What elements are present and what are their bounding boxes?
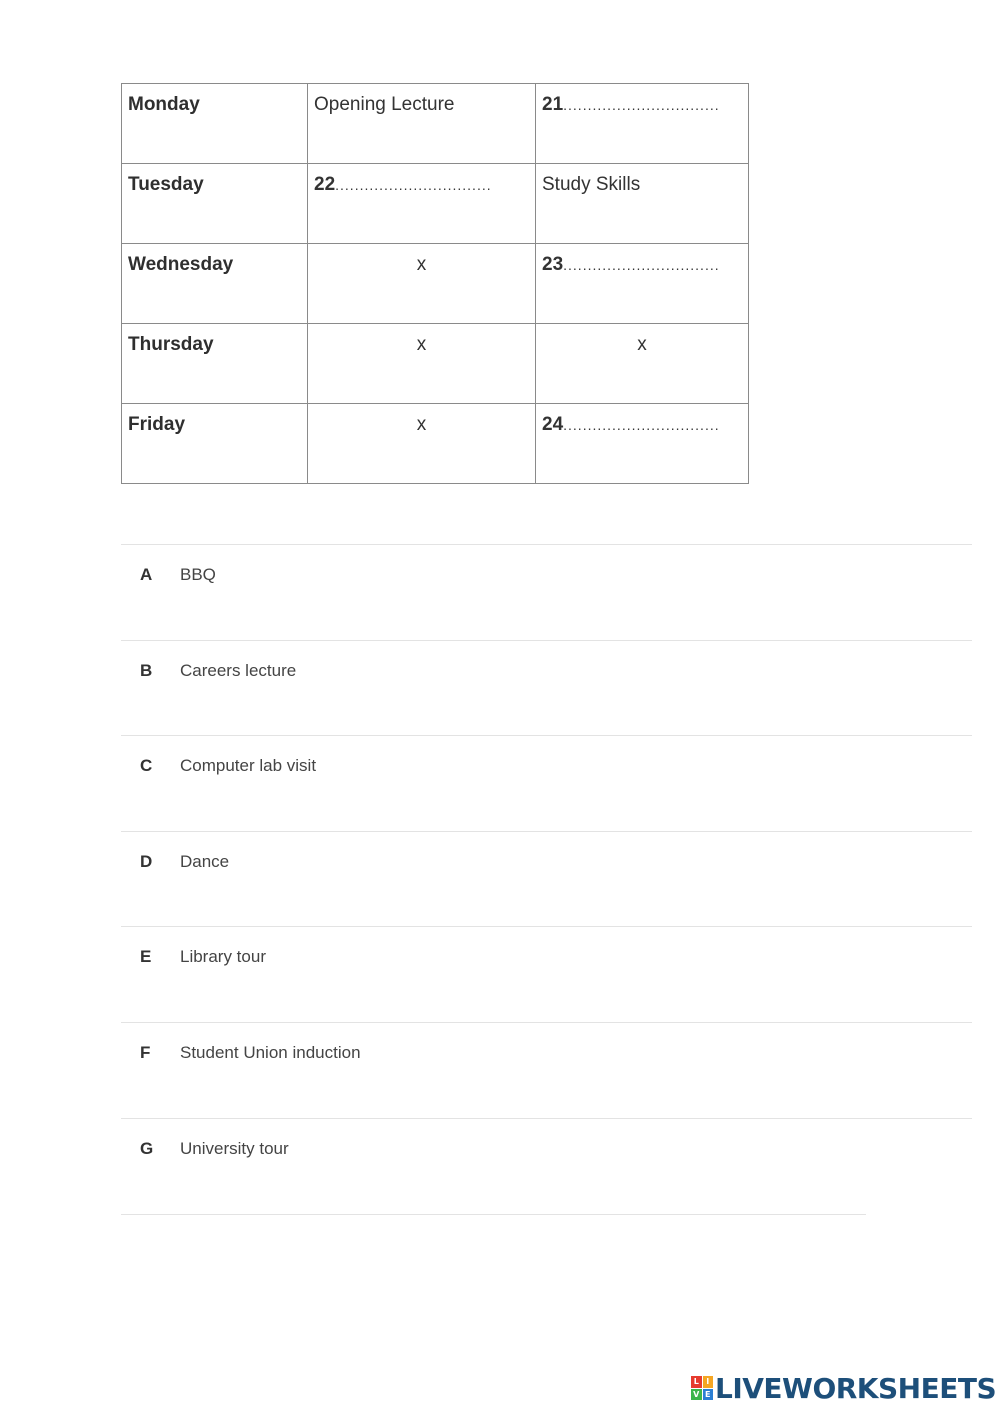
empty-slot-mark: x — [416, 254, 427, 275]
question-number: 21 — [542, 94, 564, 115]
day-label: Thursday — [128, 334, 214, 355]
day-label: Friday — [128, 414, 186, 435]
answer-blank-cell[interactable] — [536, 244, 749, 324]
answer-blank-cell[interactable] — [536, 404, 749, 484]
option-letter: G — [140, 1138, 154, 1158]
schedule-body — [122, 84, 749, 484]
option-letter: D — [140, 851, 153, 871]
option-letter: C — [140, 756, 153, 776]
logo-mark-tile: I — [703, 1376, 714, 1388]
answer-blank-cell[interactable] — [308, 164, 536, 244]
option-text: BBQ — [180, 565, 216, 584]
question-number: 23 — [542, 254, 564, 275]
day-label: Wednesday — [128, 254, 234, 275]
question-number: 24 — [542, 414, 564, 435]
option-item — [121, 735, 972, 831]
option-letter: A — [140, 565, 153, 584]
option-text: Dance — [180, 851, 230, 871]
activity-label: Opening Lecture — [314, 94, 455, 115]
empty-slot-cell — [308, 404, 536, 484]
option-letter: B — [140, 660, 153, 680]
answer-blank-group — [314, 164, 492, 196]
logo-mark-tile: L — [691, 1376, 702, 1388]
day-label: Monday — [128, 94, 200, 115]
schedule-row — [122, 164, 749, 244]
day-cell — [122, 324, 308, 404]
logo-mark-icon — [691, 1376, 713, 1400]
answer-blank[interactable]: ................................ — [563, 417, 720, 433]
answer-blank-group — [542, 404, 720, 436]
option-letter: F — [140, 1042, 151, 1062]
empty-slot-cell — [536, 324, 749, 404]
option-item — [121, 831, 972, 927]
option-text: Careers lecture — [180, 660, 297, 680]
divider — [121, 1214, 866, 1215]
schedule-table — [121, 83, 749, 484]
option-text: Student Union induction — [180, 1042, 361, 1062]
logo-mark-tile: V — [691, 1389, 702, 1401]
option-letter: E — [140, 947, 152, 967]
logo-text: LIVEWORKSHEETS — [715, 1371, 997, 1405]
option-text: University tour — [180, 1138, 289, 1158]
empty-slot-mark: x — [637, 334, 647, 355]
options-list — [121, 544, 972, 1213]
answer-blank-cell[interactable] — [536, 84, 749, 164]
option-text: Library tour — [180, 947, 266, 967]
answer-blank[interactable]: ................................ — [563, 257, 720, 273]
empty-slot-cell — [308, 244, 536, 324]
answer-blank-group — [542, 244, 720, 276]
activity-label: Study Skills — [542, 174, 641, 195]
day-cell — [122, 164, 308, 244]
activity-cell — [308, 84, 536, 164]
answer-blank[interactable]: ................................ — [335, 177, 492, 193]
day-cell — [122, 404, 308, 484]
day-cell — [122, 244, 308, 324]
answer-blank[interactable]: ................................ — [563, 97, 720, 113]
schedule-row — [122, 324, 749, 404]
empty-slot-mark: x — [416, 414, 427, 435]
option-item — [121, 1022, 972, 1118]
empty-slot-mark: x — [416, 334, 427, 355]
schedule-row — [122, 84, 749, 164]
option-item — [121, 926, 972, 1022]
empty-slot-cell — [308, 324, 536, 404]
option-item — [121, 544, 972, 640]
liveworksheets-logo — [691, 1372, 996, 1404]
activity-cell — [536, 164, 749, 244]
day-label: Tuesday — [128, 174, 204, 195]
question-number: 22 — [314, 174, 336, 195]
option-text: Computer lab visit — [180, 756, 317, 776]
option-item — [121, 640, 972, 736]
answer-blank-group — [542, 84, 720, 116]
schedule-row — [122, 244, 749, 324]
option-item — [121, 1118, 972, 1214]
logo-mark-tile: E — [703, 1389, 714, 1401]
day-cell — [122, 84, 308, 164]
schedule-row — [122, 404, 749, 484]
